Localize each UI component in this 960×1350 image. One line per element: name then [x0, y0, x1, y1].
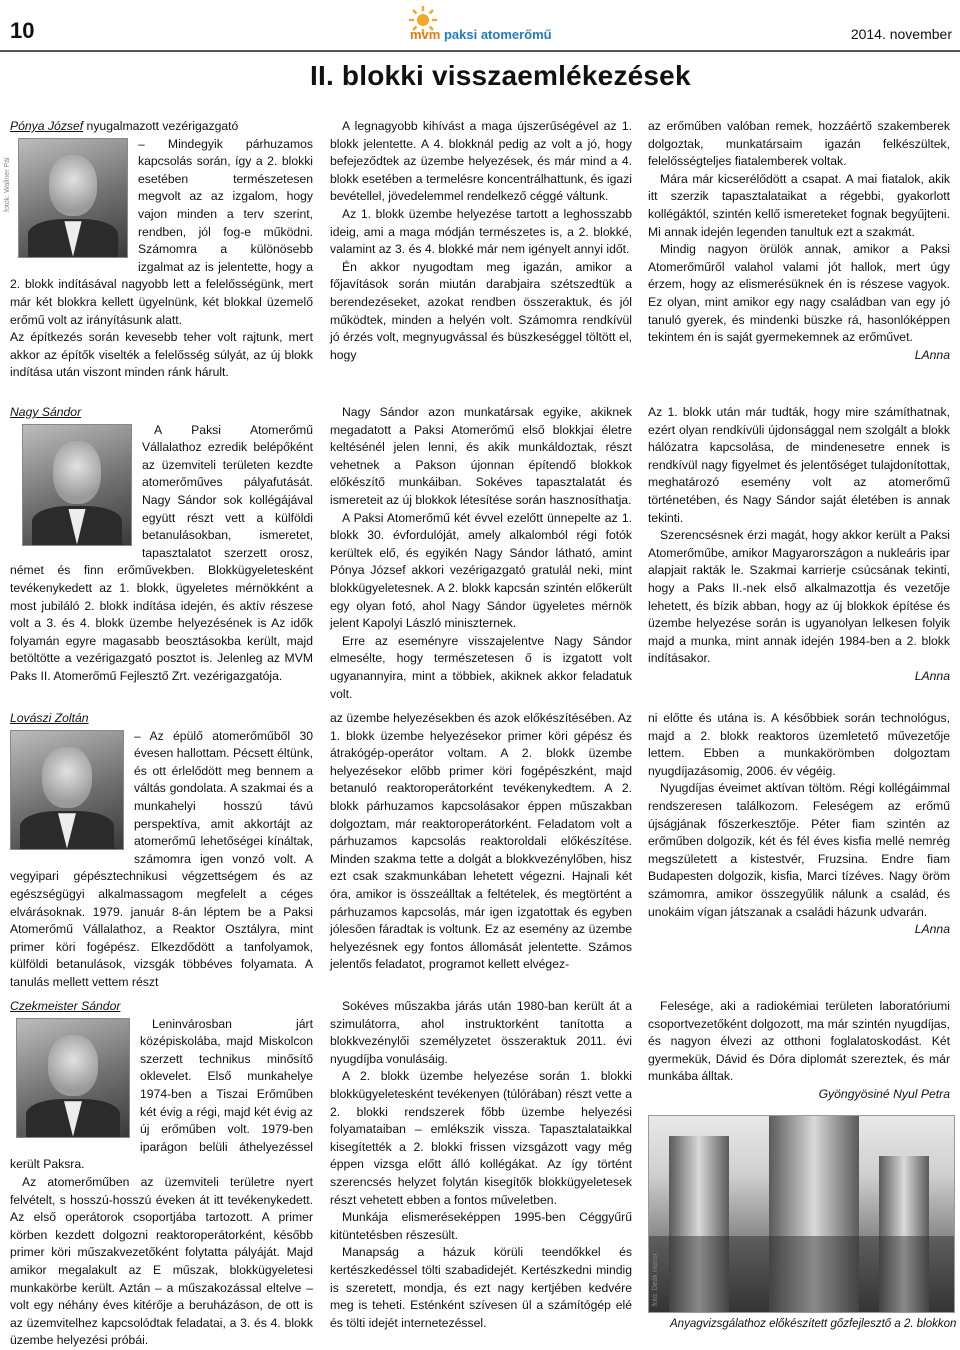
logo-text: mvm paksi atomerőmű: [410, 27, 552, 42]
paragraph: A legnagyobb kihívást a maga újszerűségével az 1. blokk jelentette. A 4. blokknál pedig az volt a jó, hogy befejeződtek az üzembe helyezések, és már mind a 4. blokk esetében a termelésre koncentrálhattunk, és igazi bevétellel, jövedelemmel rendelkező céggé váltunk.: [330, 119, 632, 204]
section-nagy-col2: [330, 404, 632, 703]
paragraph: Mára már kicserélődött a csapat. A mai fiatalok, akik itt szerzik tapasztalataikat a régebbi, gyakorlott kollégáktól, szintén kellő ismereteket fognak begyűjteni. Mi annak idején legenden tanultuk ezt a szakmát.: [648, 171, 950, 239]
section-ponya-col1: [10, 118, 313, 382]
section-czekmeister-col1: [10, 998, 313, 1350]
portrait-photo: [10, 730, 124, 850]
section-ponya-col2: [330, 118, 632, 364]
issue-date: 2014. november: [850, 26, 952, 42]
mvm-logo: [398, 5, 568, 41]
paragraph: Nagy Sándor azon munkatársak egyike, akiknek megadatott a Paksi Atomerőmű első blokkjai életre keltésénél jelen lenni, és akik munkáldoztak, részt vehetnek a Pakson újonnan építendő blokkok előkészítő munkáiban. Sokéves tapasztalatát és ismereteit az új blokkok létesítése során hasznosíthatja.: [330, 405, 632, 507]
paragraph: – Az épülő atomerőműből 30 évesen hallottam. Pécsett éltünk, és ott érlelődött meg bennem a váltás gondolata. A szakmai és a munkahelyi hosszú távú perspektíva, amit akkortájt az atomerőmű lehetőségei kínáltak, számomra igen vonzó volt. A vegyipari gépésztechnikusi végzettségem és az egészségügyi alkalmassagom megfelelt a céges elvárásoknak. 1979. január 8-án léptem be a Paksi Atomerőmű Vállalathoz, a Reaktor Osztályra, mint primer köri fogépész. Elkezdődött a tanfolyamok, külföldi betanulások, vizsgák többéves folyamata. A tanulás mellett vettem részt: [10, 728, 313, 989]
section-ponya-col3: [648, 118, 950, 364]
paragraph: az erőműben valóban remek, hozzáértő szakemberek dolgoztak, munkatársaim igazán felkészültek, felelősségteljes fiatalemberek voltak.: [648, 119, 950, 169]
section-nagy-col3: [648, 404, 950, 686]
paragraph: Mindig nagyon örülök annak, amikor a Paksi Atomerőműről valahol valami jót hallok, mert úgy érzem, hogy az elismerésüknek én is részese vagyok. Ez olyan, mint amikor egy nagy családban van egy jó tanuló gyerek, és mindenki büszke rá, hasonlóképpen tekintem én is saját gyermekemnek az erőművet.: [648, 242, 950, 345]
paragraph: Szerencsésnek érzi magát, hogy akkor került a Paksi Atomerőműbe, amikor Magyarországon a nukleáris ipar alapjait rakták le. Szakmai karrierje csúcsának tekinti, hogy a Paks II.-nek első alkalmazottja és vezetője lehetett, és bízik abban, hogy az új blokkok építése és üzembe helyezése során is ugyanolyan lelkesen folyik majd a munka, mint annak idején 1984-ben a 2. blokk indításakor.: [648, 528, 950, 666]
paragraph: Az 1. blokk után már tudták, hogy mire számíthatnak, ezért olyan rendkívüli újdonsággal nem szolgált a blokk hálózatra kapcsolása, de mindenesetre ennek is rendkívül nagy figyelmet és jelentőséget tulajdonítottak, meghatározó esemény volt az atomerőmű történetében, és Nagy Sándor saját életében is annak tekinti.: [648, 405, 950, 525]
paragraph: A Paksi Atomerőmű Vállalathoz ezredik belépőként az üzemviteli területen kezdte atomerőműves pályafutását. Nagy Sándor sok kollégájával együtt részt vett a külföldi betanulásokban, ismeretet, tapasztalatot szerzett orosz, német és finn erőművekben. Blokkügyeletesként tevékenykedett az 1. blokk, ügyeletes mérnökként a most jubiláló 2. blokk indítása idején, és aktív részese volt a 3. és 4. blokk üzembe helyezésének is Az idők folyamán egyre magasabb beosztásokba került, majd betöltötte a vezérigazgató posztot is. Jelenleg az MVM Paks II. Atomerőmű Fejlesztő Zrt. vezérigazgatója.: [10, 422, 313, 683]
paragraph: A Paksi Atomerőmű két évvel ezelőtt ünnepelte az 1. blokk 30. évfordulóját, amely alkalomból régi fotók kerültek elő, és egyikén Nagy Sándor látható, amint Pónya József akkori vezérigazgató gratulál neki, mint blokkügyeletesnek. A 2. blokk kapcsán szintén előkerült egy olyan fotó, ahol Nagy Sándor ügyeletes mérnök jelent Kapolyi László miniszternek.: [330, 510, 632, 631]
person-name: Lovászi Zoltán: [10, 711, 89, 725]
paragraph: Az 1. blokk üzembe helyezése tartott a leghosszabb ideig, ami a maga módján természetes is, a 2. blokké, valamint az 3. és 4. blokké már nem igényelt annyi időt.: [330, 206, 632, 257]
portrait-photo: [16, 1018, 130, 1138]
section-lovaszi-col3: [648, 710, 950, 939]
paragraph: Én akkor nyugodtam meg igazán, amikor a főjavítások során miután darabjaira szétszedtük a berendezéseket, azokat rendben összeraktuk, és jól működtek, minden a helyén volt. Számomra rendkívül jó érzés volt, megnyugvással és büszkeséggel töltött el, hogy: [330, 259, 632, 362]
paragraph: Munkája elismeréseképpen 1995-ben Céggyűrű kitüntetésben részesült.: [330, 1210, 632, 1242]
paragraph: Nyugdíjas éveimet aktívan töltöm. Régi kollégáimmal rendszeresen találkozom. Feleségem az erőmű újságjának főszerkesztője. Péter fiam szintén az erőműben dolgozik, két és fél éves kisfia mellé nemrég megszületett a kistestvér, Fruzsina. Endre fiam Budapesten dolgozik, kisfia, Marci tízéves. Nagy öröm számomra, amikor összegyűlik nálunk a család, és unokáim vígan játszanak a családi házunk udvarán.: [648, 781, 950, 919]
paragraph: – Mindegyik párhuzamos kapcsolás során, így a 2. blokki esetében természetesen megvolt az az izgalom, hogy vajon minden a terv szerint, rendben, jól fog-e működni. Számomra a különösebb izgalmat az is jelentette, hogy a 2. blokk indításával nagyobb lett a felelősségünk, mert már két blokkra kellett ügyelnünk, két blokkal üzemelő erőmű volt az irányításunk alatt.: [10, 136, 313, 327]
paragraph: Erre az eseményre visszajelentve Nagy Sándor elmesélte, hogy természetesen ő is izgatott volt ugyanannyira, mint a többiek, akiknek akkor feladatuk volt.: [330, 633, 632, 701]
signature: LAnna: [914, 922, 950, 937]
paragraph: Felesége, aki a radiokémiai területen laboratóriumi csoportvezetőként dolgozott, ma már szintén nyugdíjas, és nagyon élvezi az otthoni foglalatoskodást. Két gyermekük, Dávid és Dóra diplomát szereztek, és már munkába álltak.: [648, 999, 950, 1084]
header-rule: [0, 50, 960, 52]
portrait-photo: [18, 138, 128, 258]
person-name: Nagy Sándor: [10, 405, 82, 419]
person-name: Czekmeister Sándor: [10, 999, 121, 1013]
signature: LAnna: [914, 668, 950, 683]
paragraph: Manapság a házuk körüli teendőkkel és kertészkedéssel tölti szabadidejét. Kertészkedni mindig is szeretett, mondja, és ezt nagy kertjében kedvére meg is teheti. Esténként szívesen ül a számítógép elé és tölti idejét internetezéssel.: [330, 1245, 632, 1330]
paragraph: Az építkezés során kevesebb teher volt rajtunk, mert akkor az építők viselték a felelősség súlyát, az új blokk indítása után viszont minden ránk hárult.: [10, 330, 313, 380]
section-lovaszi-col2: [330, 710, 632, 974]
section-czekmeister-col2: [330, 998, 632, 1332]
page-number: 10: [10, 18, 35, 43]
paragraph: ni előtte és utána is. A későbbiek során technológus, majd a 2. blokk reaktoros üzemletető művezetője lettem. Ebben a munkakörömben dolgoztam nyugdíjazásomig, 2006. év végéig.: [648, 711, 950, 778]
page-headline: II. blokki visszaemlékezések: [310, 60, 691, 91]
photo-credit: fotó: Deák Hunor: [652, 1253, 659, 1306]
portrait-photo: [22, 424, 132, 546]
photo-credit: fotók: Wallner Pál: [4, 157, 11, 212]
person-name: Pónya József: [10, 119, 84, 133]
steam-generator-photo: [648, 1115, 955, 1313]
paragraph: Leninvárosban járt középiskolába, majd Miskolcon szerzett technikus minősítő oklevelet. Első munkahelye 1974-ben a Tiszai Erőműben két évig a régi, majd két évig az új erőműben volt. 1979-ben iparágon belüli áthelyezéssel került Paksra.: [10, 1016, 313, 1172]
photo-caption: Anyagvizsgálathoz előkészített gőzfejlesztő a 2. blokkon: [670, 1318, 957, 1330]
section-czekmeister-col3: [648, 998, 950, 1104]
paragraph: az üzembe helyezésekben és azok előkészítésében. Az 1. blokk üzembe helyezésekor primer köri gépész és átrakógép-operátor voltam. A 2. blokk üzembe helyezésekor előbb primer köri fogépészként, majd betanuló reaktoroperátorként tevékenykedtem. A 2. blokk párhuzamos kapcsolásakor éppen műszakban dolgoztam, már reaktoroperátorként. Feladatom volt a párhuzamos kapcsolás reaktoroldali előkészítése. Minden szakma tette a dolgát a blokkvezénylőben, hisz ezt csak szakmunkában lehetett végezni. Hajnali két óra, amikor is összeálltak a feltételek, és megtörtént a párhuzamos kapcsolás, már igen izgatottak és egyben jólesően fáradtak is voltunk. Ez az esemény az üzembe helyezésnek egy fontos állomását jelentette. Számos jelentős feladatot, programot kellett elvégez-: [330, 711, 632, 972]
section-lovaszi-col1: [10, 710, 313, 992]
paragraph: Sokéves műszakba járás után 1980-ban került át a szimulátorra, ahol instruktorként tanította a blokkvezénylői személyzetet összeraktuk 2011. évi nyugdíjba vonulásáig.: [330, 999, 632, 1066]
signature: Gyöngyösiné Nyul Petra: [818, 1086, 950, 1101]
paragraph: A 2. blokk üzembe helyezése során 1. blokki blokkügyeletesként tevékenyen (túlórában) részt vette a 2. blokki rendszerek főbb üzembe helyezési folyamataiban – emlékszik vissza. Tapasztalataikkal kisegítették a 2. blokki frissen vizsgázott vagy még éppen vizsga előtt álló kollégákat. Az így történt szerencsés helyzet folytán kisegítők blokkügyeletesek részt vehetett ebben a fontos műveletben.: [330, 1069, 632, 1207]
signature: LAnna: [914, 347, 950, 362]
section-nagy-col1: [10, 404, 313, 686]
paragraph: Az atomerőműben az üzemviteli területre nyert felvételt, s hosszú-hosszú éveken át itt tevékenykedett. Az első operátorok csoportjába tartozott. A primer körben kezdett dolgozni reaktoroperátorként, később primer köri műszakvezetőként folytatta pályáját. Majd amikor megalakult az E műszak, blokkügyeletesi munkakörbe került. Aztán – a műszakozással eltelve – volt egy néhány éves kitérője a beruházáson, de ott is az üzemvitelhez kapcsolódtak feladatai, a 3. és 4. blokk üzembe helyezési próbái.: [10, 1174, 313, 1348]
person-title: nyugalmazott vezérigazgató: [83, 119, 239, 133]
